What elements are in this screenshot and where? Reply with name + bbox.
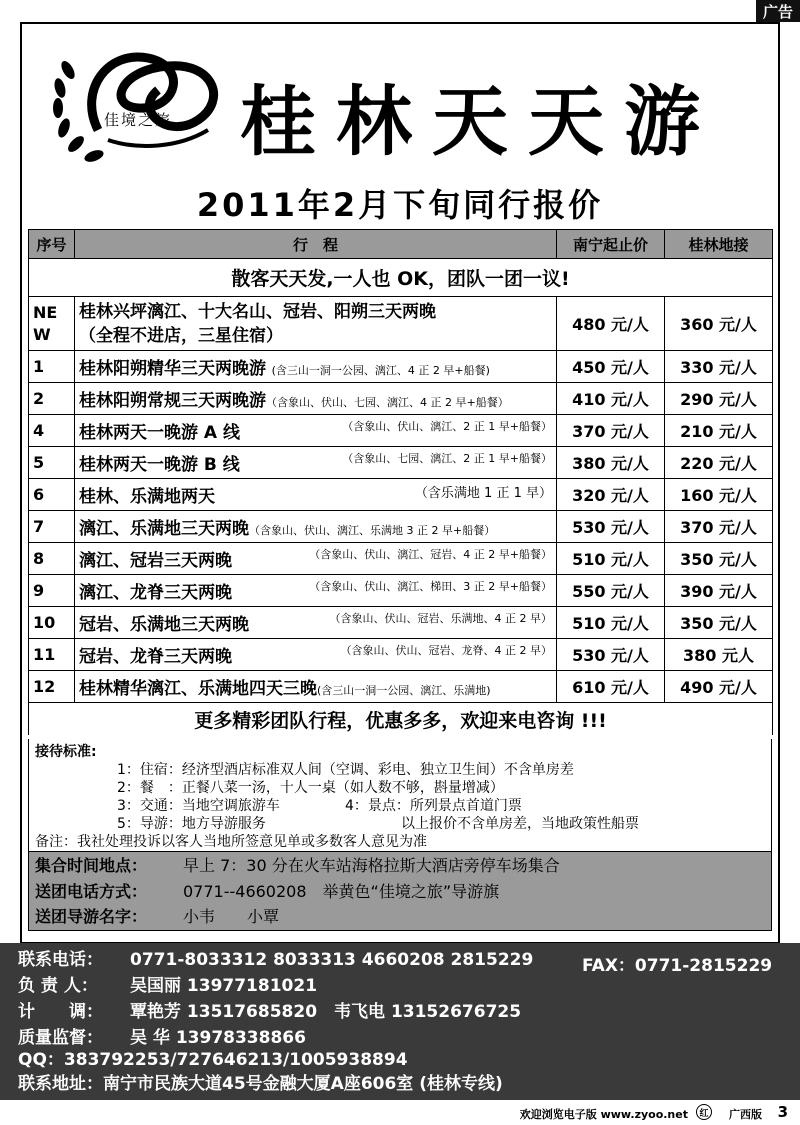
table-row [29, 543, 773, 575]
row-route [75, 607, 557, 639]
rule-item: 2：餐 ：正餐八菜一汤，十人一桌（如人数不够，斟量增减） [117, 780, 504, 796]
footer-manager-value: 吴国丽 13977181021 [130, 976, 318, 996]
table-row [29, 607, 773, 639]
reception-standards [28, 739, 772, 851]
guilin-price: 390 元/人 [665, 575, 773, 607]
row-route [75, 543, 557, 575]
row-route [75, 511, 557, 543]
bottom-banner: 更多精彩团队行程，优惠多多，欢迎来电咨询 !!! [29, 703, 773, 736]
rules-heading: 接待标准: [35, 744, 97, 760]
footer-dispatch-label: 计 调： [18, 1002, 103, 1022]
row-route [75, 447, 557, 479]
meeting-guide-label: 送团导游名字： [35, 907, 148, 926]
guilin-price: 220 元/人 [665, 447, 773, 479]
row-num: 12 [29, 671, 75, 703]
header-num: 序号 [29, 230, 75, 259]
nanning-price: 380 元/人 [557, 447, 665, 479]
meeting-guide [35, 904, 279, 930]
table-row [29, 415, 773, 447]
route-note: （含乐满地 1 正 1 早） [414, 486, 552, 501]
table-row [29, 639, 773, 671]
welcome-link[interactable]: 欢迎浏览电子版 www.zyoo.net [519, 1108, 688, 1121]
guilin-price: 290 元/人 [665, 383, 773, 415]
footer-address [18, 1071, 503, 1097]
table-row [29, 383, 773, 415]
route-name: 桂林阳朔精华三天两晚游 [79, 359, 266, 379]
table-row [29, 351, 773, 383]
nanning-price: 480 元/人 [557, 297, 665, 351]
footer-qq [18, 1047, 408, 1073]
guilin-price: 360 元/人 [665, 297, 773, 351]
route-name: 桂林精华漓江、乐满地四天三晚 [79, 679, 317, 699]
footer-phone-value: 0771-8033312 8033313 4660208 2815229 [130, 950, 534, 970]
row-num: 6 [29, 479, 75, 511]
row-num: NEW [29, 297, 75, 351]
rules-note: 备注：我社处理投诉以客人当地所签意见单或多数客人意见为准 [35, 834, 427, 850]
footer-manager-label: 负 责 人： [18, 976, 98, 996]
guilin-price: 370 元/人 [665, 511, 773, 543]
page-subtitle: 2011年2月下旬同行报价 [196, 186, 604, 224]
table-row [29, 297, 773, 351]
footer-quality-value: 吴 华 13978338866 [130, 1028, 306, 1048]
route-name-line2: （全程不进店，三星住宿） [79, 325, 283, 346]
edition-label: 广西版 [729, 1108, 762, 1121]
bottom-strip [0, 1100, 800, 1125]
footer-fax: FAX：0771-2815229 [582, 956, 773, 976]
meeting-time-place [35, 853, 560, 879]
nanning-price: 610 元/人 [557, 671, 665, 703]
meeting-phone-value: 0771--4660208 举黄色“佳境之旅”导游旗 [183, 882, 500, 901]
top-banner-row [29, 259, 773, 297]
row-route [75, 575, 557, 607]
route-note: （含象山、伏山、漓江、2 正 1 早+船餐） [342, 420, 552, 433]
guilin-price: 160 元/人 [665, 479, 773, 511]
bottom-banner-row [29, 703, 773, 736]
table-row [29, 511, 773, 543]
page-title: 桂林天天游 [240, 77, 720, 166]
route-note: (含三山一洞一公园、漓江、4 正 2 早+船餐) [271, 364, 490, 377]
footer-qq-label: QQ： [18, 1050, 64, 1070]
ad-tag: 广告 [756, 0, 800, 22]
meeting-info [28, 851, 772, 931]
nanning-price: 550 元/人 [557, 575, 665, 607]
row-num: 1 [29, 351, 75, 383]
row-num: 5 [29, 447, 75, 479]
nanning-price: 510 元/人 [557, 607, 665, 639]
table-header-row [29, 230, 773, 259]
row-route [75, 351, 557, 383]
rule-item: 5：导游：地方导游服务 [117, 816, 266, 832]
row-route [75, 415, 557, 447]
row-num: 11 [29, 639, 75, 671]
route-note: （含象山、七园、漓江、2 正 1 早+船餐） [342, 452, 552, 465]
meeting-phone [35, 879, 499, 905]
row-route [75, 479, 557, 511]
meeting-phone-label: 送团电话方式： [35, 882, 148, 901]
nanning-price: 370 元/人 [557, 415, 665, 447]
footer-phone-label: 联系电话： [18, 950, 103, 970]
row-route [75, 639, 557, 671]
logo-text: 佳境之旅 [104, 111, 173, 129]
page-number: 3 [777, 1103, 788, 1121]
footer-dispatch-value: 覃艳芳 13517685820 韦飞电 13152676725 [130, 1002, 522, 1022]
footer-dispatch [18, 999, 521, 1025]
meeting-guide-value: 小韦 小覃 [183, 907, 280, 926]
rule-item: 4：景点：所列景点首道门票 [345, 798, 522, 814]
rule-item: 以上报价不含单房差，当地政策性船票 [401, 816, 639, 832]
header-route: 行 程 [75, 230, 557, 259]
guilin-price: 490 元/人 [665, 671, 773, 703]
footer-address-label: 联系地址： [18, 1074, 103, 1094]
contact-footer [0, 943, 800, 1100]
nanning-price: 410 元/人 [557, 383, 665, 415]
nanning-price: 320 元/人 [557, 479, 665, 511]
row-num: 4 [29, 415, 75, 447]
route-name: 桂林两天一晚游 B 线 [79, 455, 240, 475]
route-name: 漓江、乐满地三天两晚 [79, 519, 249, 539]
row-num: 7 [29, 511, 75, 543]
meeting-time-place-value: 早上 7：30 分在火车站海格拉斯大酒店旁停车场集合 [183, 856, 560, 875]
footer-manager [18, 973, 317, 999]
nanning-price: 530 元/人 [557, 511, 665, 543]
route-note: (含三山一洞一公园、漓江、乐满地) [317, 684, 491, 697]
table-row [29, 575, 773, 607]
route-name: 漓江、龙脊三天两晚 [79, 583, 232, 603]
footer-phone [18, 947, 533, 973]
route-name: 桂林两天一晚游 A 线 [79, 423, 240, 443]
route-note: （含象山、伏山、七园、漓江、4 正 2 早+船餐） [266, 396, 509, 409]
footer-qq-value: 383792253/727646213/1005938894 [63, 1050, 408, 1070]
rule-item: 3：交通：当地空调旅游车 [117, 798, 280, 814]
route-note: （含象山、伏山、冠岩、龙脊、4 正 2 早） [340, 644, 552, 657]
route-name: 桂林、乐满地两天 [79, 487, 215, 507]
nanning-price: 450 元/人 [557, 351, 665, 383]
row-num: 9 [29, 575, 75, 607]
route-note: （含象山、伏山、漓江、梯田、3 正 2 早+船餐） [309, 580, 552, 593]
guilin-price: 350 元/人 [665, 543, 773, 575]
route-name: 桂林阳朔常规三天两晚游 [79, 391, 266, 411]
table-row [29, 479, 773, 511]
row-num: 2 [29, 383, 75, 415]
route-note: （含象山、伏山、冠岩、乐满地、4 正 2 早） [329, 612, 552, 625]
route-note: （含象山、伏山、漓江、冠岩、4 正 2 早+船餐） [309, 548, 552, 561]
rule-item: 1：住宿：经济型酒店标准双人间（空调、彩电、独立卫生间）不含单房差 [117, 762, 574, 778]
logo-icon [38, 30, 238, 170]
edition-logo-icon: 红 [696, 1104, 712, 1120]
table-row [29, 447, 773, 479]
row-num: 8 [29, 543, 75, 575]
row-route [75, 383, 557, 415]
guilin-price: 350 元/人 [665, 607, 773, 639]
header-guilin-price: 桂林地接 [665, 230, 773, 259]
meeting-time-place-label: 集合时间地点： [35, 856, 148, 875]
table-row [29, 671, 773, 703]
route-note: （含象山、伏山、漓江、乐满地 3 正 2 早+船餐） [249, 524, 496, 537]
footer-address-value: 南宁市民族大道45号金融大厦A座606室 (桂林专线) [103, 1074, 503, 1094]
row-route [75, 297, 557, 351]
route-name: 冠岩、龙脊三天两晚 [79, 647, 232, 667]
price-table [28, 229, 773, 735]
top-banner: 散客天天发,一人也 OK，团队一团一议! [29, 259, 773, 297]
nanning-price: 530 元/人 [557, 639, 665, 671]
row-num: 10 [29, 607, 75, 639]
guilin-price: 210 元/人 [665, 415, 773, 447]
guilin-price: 380 元人 [665, 639, 773, 671]
footer-quality-label: 质量监督： [18, 1028, 103, 1048]
route-name: 冠岩、乐满地三天两晚 [79, 615, 249, 635]
row-route [75, 671, 557, 703]
guilin-price: 330 元/人 [665, 351, 773, 383]
route-name: 漓江、冠岩三天两晚 [79, 551, 232, 571]
nanning-price: 510 元/人 [557, 543, 665, 575]
route-name: 桂林兴坪漓江、十大名山、冠岩、阳朔三天两晚 [79, 301, 436, 322]
header-nanning-price: 南宁起止价 [557, 230, 665, 259]
